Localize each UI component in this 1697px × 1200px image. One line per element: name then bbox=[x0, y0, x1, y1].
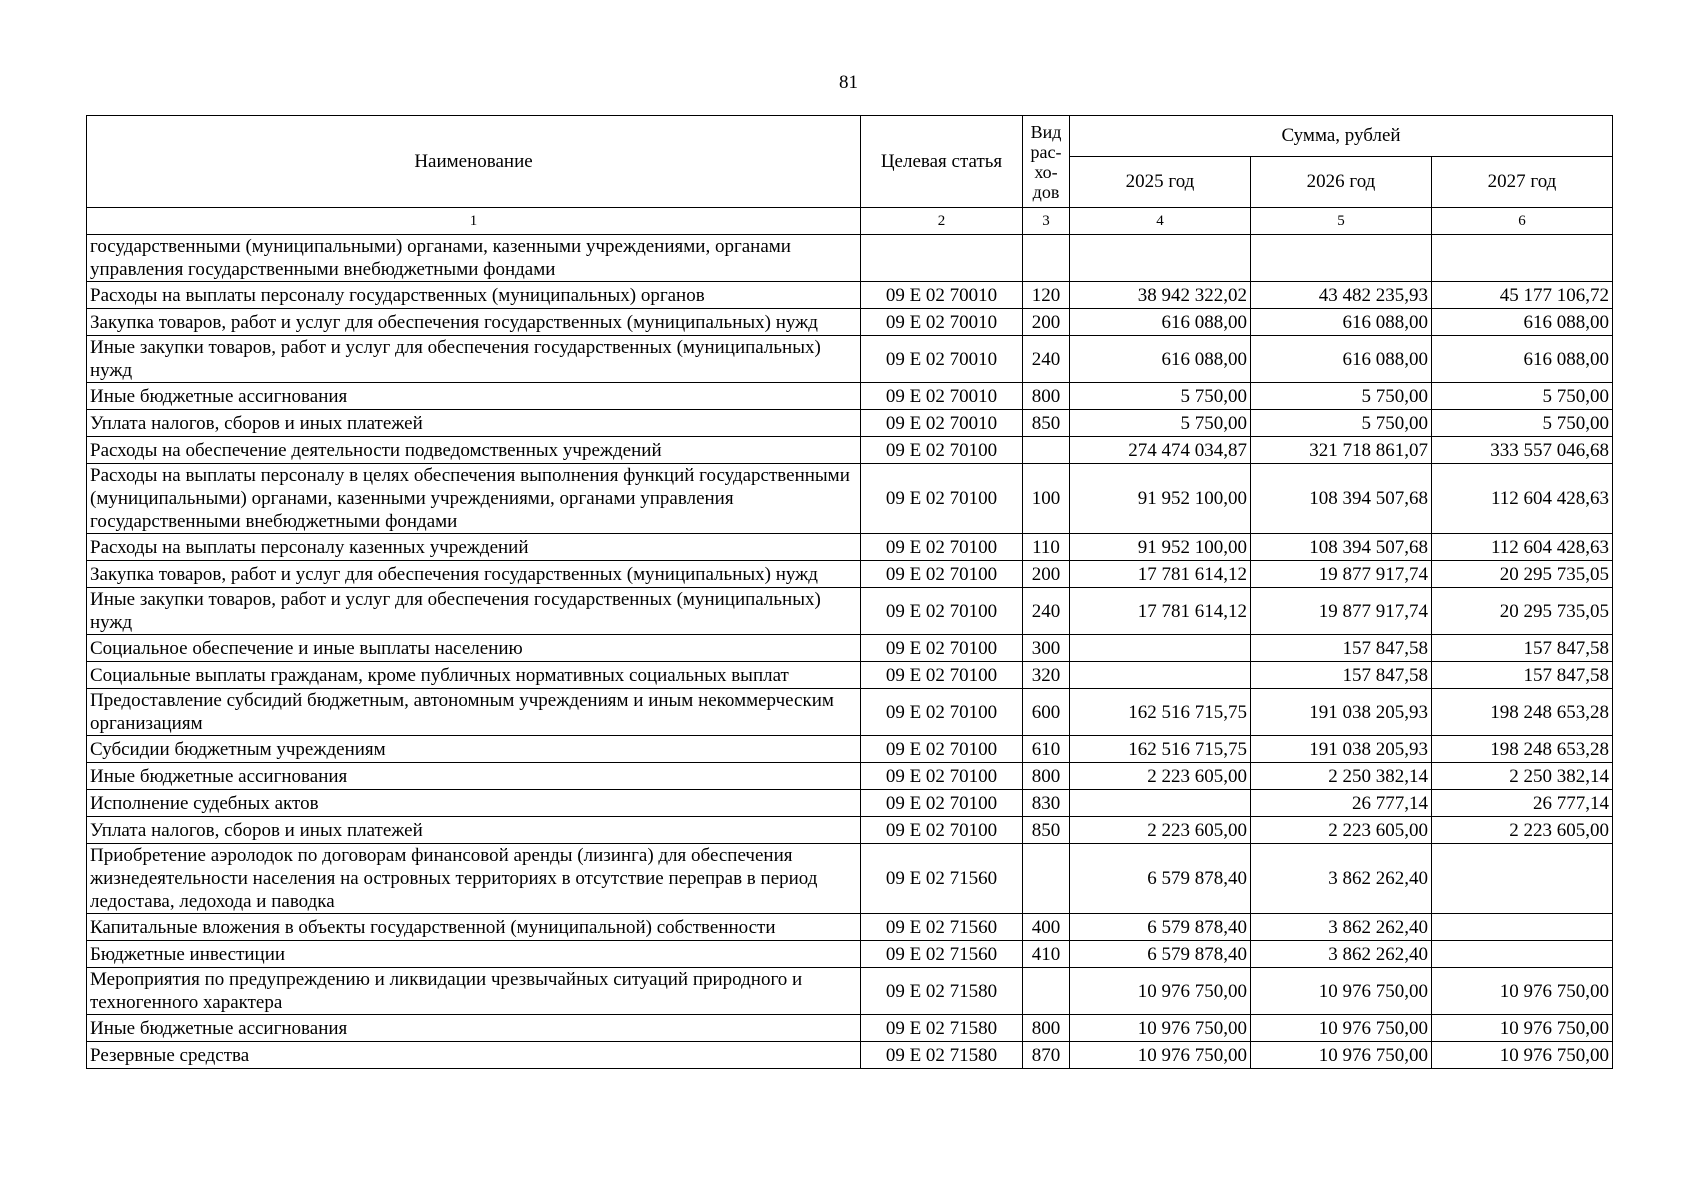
cell-name: Резервные средства bbox=[87, 1042, 861, 1069]
header-sum: Сумма, рублей bbox=[1070, 116, 1613, 157]
cell-amount-2025 bbox=[1070, 635, 1251, 662]
table-row bbox=[87, 689, 1613, 736]
table-row bbox=[87, 1015, 1613, 1042]
table-row bbox=[87, 282, 1613, 309]
cell-amount-2025: 17 781 614,12 bbox=[1070, 561, 1251, 588]
cell-amount-2025: 6 579 878,40 bbox=[1070, 941, 1251, 968]
cell-target-article: 09 Е 02 70100 bbox=[861, 635, 1023, 662]
cell-target-article: 09 Е 02 70100 bbox=[861, 763, 1023, 790]
cell-amount-2027: 198 248 653,28 bbox=[1432, 736, 1613, 763]
cell-target-article: 09 Е 02 71580 bbox=[861, 968, 1023, 1015]
cell-name: Мероприятия по предупреждению и ликвидации чрезвычайных ситуаций природного и техногенного характера bbox=[87, 968, 861, 1015]
cell-name: Расходы на выплаты персоналу в целях обеспечения выполнения функций государственными (муниципальными) органами, казенными учреждениями, органами управления государственными внебюджетными фондами bbox=[87, 464, 861, 534]
cell-expense-type: 400 bbox=[1023, 914, 1070, 941]
cell-target-article: 09 Е 02 70010 bbox=[861, 410, 1023, 437]
column-number: 3 bbox=[1023, 208, 1070, 235]
cell-amount-2026: 157 847,58 bbox=[1251, 635, 1432, 662]
cell-amount-2027: 157 847,58 bbox=[1432, 662, 1613, 689]
cell-amount-2026: 616 088,00 bbox=[1251, 336, 1432, 383]
cell-amount-2026: 191 038 205,93 bbox=[1251, 689, 1432, 736]
cell-target-article: 09 Е 02 70100 bbox=[861, 790, 1023, 817]
cell-amount-2026: 108 394 507,68 bbox=[1251, 464, 1432, 534]
header-year-2027: 2027 год bbox=[1432, 157, 1613, 208]
cell-expense-type bbox=[1023, 844, 1070, 914]
cell-amount-2027: 10 976 750,00 bbox=[1432, 1015, 1613, 1042]
column-number: 4 bbox=[1070, 208, 1251, 235]
cell-amount-2025 bbox=[1070, 235, 1251, 282]
cell-expense-type bbox=[1023, 235, 1070, 282]
cell-name: Иные бюджетные ассигнования bbox=[87, 763, 861, 790]
cell-expense-type: 100 bbox=[1023, 464, 1070, 534]
cell-expense-type: 300 bbox=[1023, 635, 1070, 662]
cell-expense-type: 120 bbox=[1023, 282, 1070, 309]
table-row bbox=[87, 941, 1613, 968]
table-row bbox=[87, 383, 1613, 410]
cell-target-article bbox=[861, 235, 1023, 282]
cell-name: Уплата налогов, сборов и иных платежей bbox=[87, 817, 861, 844]
cell-amount-2027: 5 750,00 bbox=[1432, 410, 1613, 437]
column-number: 2 bbox=[861, 208, 1023, 235]
cell-amount-2026: 10 976 750,00 bbox=[1251, 1042, 1432, 1069]
cell-name: государственными (муниципальными) органами, казенными учреждениями, органами управления государственными внебюджетными фондами bbox=[87, 235, 861, 282]
cell-amount-2026: 2 223 605,00 bbox=[1251, 817, 1432, 844]
cell-target-article: 09 Е 02 70100 bbox=[861, 662, 1023, 689]
cell-amount-2025: 91 952 100,00 bbox=[1070, 534, 1251, 561]
cell-target-article: 09 Е 02 71560 bbox=[861, 844, 1023, 914]
cell-expense-type: 200 bbox=[1023, 561, 1070, 588]
page-number: 81 bbox=[839, 72, 858, 93]
cell-amount-2026: 321 718 861,07 bbox=[1251, 437, 1432, 464]
cell-amount-2026 bbox=[1251, 235, 1432, 282]
header-year-2026: 2026 год bbox=[1251, 157, 1432, 208]
cell-name: Приобретение аэролодок по договорам финансовой аренды (лизинга) для обеспечения жизнедеятельности населения на островных территориях в отсутствие переправ в период ледостава, ледохода и паводка bbox=[87, 844, 861, 914]
budget-table bbox=[86, 115, 1613, 1069]
cell-amount-2025: 5 750,00 bbox=[1070, 410, 1251, 437]
cell-amount-2027: 112 604 428,63 bbox=[1432, 464, 1613, 534]
cell-expense-type: 110 bbox=[1023, 534, 1070, 561]
column-number: 6 bbox=[1432, 208, 1613, 235]
cell-name: Закупка товаров, работ и услуг для обеспечения государственных (муниципальных) нужд bbox=[87, 561, 861, 588]
cell-target-article: 09 Е 02 70010 bbox=[861, 309, 1023, 336]
cell-name: Бюджетные инвестиции bbox=[87, 941, 861, 968]
cell-amount-2027: 616 088,00 bbox=[1432, 336, 1613, 383]
cell-amount-2026: 2 250 382,14 bbox=[1251, 763, 1432, 790]
cell-amount-2027 bbox=[1432, 235, 1613, 282]
cell-expense-type: 610 bbox=[1023, 736, 1070, 763]
cell-amount-2026: 26 777,14 bbox=[1251, 790, 1432, 817]
table-body bbox=[87, 235, 1613, 1069]
cell-expense-type: 200 bbox=[1023, 309, 1070, 336]
cell-amount-2025: 10 976 750,00 bbox=[1070, 1015, 1251, 1042]
cell-target-article: 09 Е 02 70010 bbox=[861, 336, 1023, 383]
header-target-article: Целевая статья bbox=[861, 116, 1023, 208]
cell-target-article: 09 Е 02 71560 bbox=[861, 941, 1023, 968]
cell-target-article: 09 Е 02 70100 bbox=[861, 588, 1023, 635]
cell-amount-2025: 616 088,00 bbox=[1070, 309, 1251, 336]
cell-target-article: 09 Е 02 70100 bbox=[861, 689, 1023, 736]
cell-amount-2027: 45 177 106,72 bbox=[1432, 282, 1613, 309]
cell-amount-2025: 10 976 750,00 bbox=[1070, 968, 1251, 1015]
cell-amount-2027: 5 750,00 bbox=[1432, 383, 1613, 410]
cell-amount-2027 bbox=[1432, 914, 1613, 941]
cell-amount-2027: 20 295 735,05 bbox=[1432, 561, 1613, 588]
header-expense-type: Вид рас-хо-дов bbox=[1023, 116, 1070, 208]
cell-name: Расходы на выплаты персоналу государственных (муниципальных) органов bbox=[87, 282, 861, 309]
cell-amount-2027: 2 250 382,14 bbox=[1432, 763, 1613, 790]
cell-amount-2025: 2 223 605,00 bbox=[1070, 817, 1251, 844]
cell-amount-2026: 157 847,58 bbox=[1251, 662, 1432, 689]
cell-name: Социальное обеспечение и иные выплаты населению bbox=[87, 635, 861, 662]
header-name: Наименование bbox=[87, 116, 861, 208]
table-row bbox=[87, 968, 1613, 1015]
cell-amount-2027 bbox=[1432, 941, 1613, 968]
table-row bbox=[87, 817, 1613, 844]
table-row bbox=[87, 844, 1613, 914]
header-year-2025: 2025 год bbox=[1070, 157, 1251, 208]
cell-name: Субсидии бюджетным учреждениям bbox=[87, 736, 861, 763]
cell-amount-2027: 26 777,14 bbox=[1432, 790, 1613, 817]
cell-name: Предоставление субсидий бюджетным, автономным учреждениям и иным некоммерческим организациям bbox=[87, 689, 861, 736]
cell-expense-type bbox=[1023, 968, 1070, 1015]
cell-amount-2027 bbox=[1432, 844, 1613, 914]
cell-amount-2026: 191 038 205,93 bbox=[1251, 736, 1432, 763]
cell-name: Иные закупки товаров, работ и услуг для обеспечения государственных (муниципальных) нужд bbox=[87, 336, 861, 383]
cell-name: Иные закупки товаров, работ и услуг для обеспечения государственных (муниципальных) нужд bbox=[87, 588, 861, 635]
cell-amount-2025: 274 474 034,87 bbox=[1070, 437, 1251, 464]
cell-amount-2025: 17 781 614,12 bbox=[1070, 588, 1251, 635]
cell-name: Иные бюджетные ассигнования bbox=[87, 1015, 861, 1042]
table-row bbox=[87, 588, 1613, 635]
cell-target-article: 09 Е 02 71560 bbox=[861, 914, 1023, 941]
cell-target-article: 09 Е 02 70100 bbox=[861, 534, 1023, 561]
cell-target-article: 09 Е 02 70100 bbox=[861, 464, 1023, 534]
cell-amount-2025 bbox=[1070, 790, 1251, 817]
table-row bbox=[87, 437, 1613, 464]
table-row bbox=[87, 336, 1613, 383]
cell-amount-2026: 108 394 507,68 bbox=[1251, 534, 1432, 561]
table-row bbox=[87, 1042, 1613, 1069]
cell-expense-type: 800 bbox=[1023, 763, 1070, 790]
cell-expense-type: 850 bbox=[1023, 410, 1070, 437]
cell-amount-2025: 162 516 715,75 bbox=[1070, 689, 1251, 736]
cell-amount-2027: 10 976 750,00 bbox=[1432, 1042, 1613, 1069]
table-row bbox=[87, 410, 1613, 437]
column-number: 1 bbox=[87, 208, 861, 235]
cell-amount-2026: 10 976 750,00 bbox=[1251, 1015, 1432, 1042]
table-row bbox=[87, 464, 1613, 534]
cell-name: Иные бюджетные ассигнования bbox=[87, 383, 861, 410]
cell-amount-2025: 2 223 605,00 bbox=[1070, 763, 1251, 790]
table-row bbox=[87, 736, 1613, 763]
cell-expense-type: 320 bbox=[1023, 662, 1070, 689]
cell-amount-2026: 19 877 917,74 bbox=[1251, 588, 1432, 635]
cell-amount-2026: 19 877 917,74 bbox=[1251, 561, 1432, 588]
cell-amount-2026: 43 482 235,93 bbox=[1251, 282, 1432, 309]
table-row bbox=[87, 235, 1613, 282]
cell-amount-2026: 3 862 262,40 bbox=[1251, 941, 1432, 968]
cell-expense-type: 240 bbox=[1023, 588, 1070, 635]
cell-name: Расходы на выплаты персоналу казенных учреждений bbox=[87, 534, 861, 561]
cell-amount-2027: 157 847,58 bbox=[1432, 635, 1613, 662]
cell-target-article: 09 Е 02 70010 bbox=[861, 383, 1023, 410]
cell-target-article: 09 Е 02 70100 bbox=[861, 817, 1023, 844]
table-row bbox=[87, 534, 1613, 561]
cell-target-article: 09 Е 02 71580 bbox=[861, 1015, 1023, 1042]
cell-amount-2027: 10 976 750,00 bbox=[1432, 968, 1613, 1015]
cell-name: Закупка товаров, работ и услуг для обеспечения государственных (муниципальных) нужд bbox=[87, 309, 861, 336]
cell-expense-type: 410 bbox=[1023, 941, 1070, 968]
cell-target-article: 09 Е 02 70010 bbox=[861, 282, 1023, 309]
cell-amount-2026: 5 750,00 bbox=[1251, 383, 1432, 410]
cell-amount-2026: 616 088,00 bbox=[1251, 309, 1432, 336]
table-row bbox=[87, 790, 1613, 817]
cell-amount-2025: 6 579 878,40 bbox=[1070, 844, 1251, 914]
cell-target-article: 09 Е 02 71580 bbox=[861, 1042, 1023, 1069]
cell-expense-type: 240 bbox=[1023, 336, 1070, 383]
cell-target-article: 09 Е 02 70100 bbox=[861, 561, 1023, 588]
cell-amount-2027: 20 295 735,05 bbox=[1432, 588, 1613, 635]
cell-name: Уплата налогов, сборов и иных платежей bbox=[87, 410, 861, 437]
cell-amount-2025: 616 088,00 bbox=[1070, 336, 1251, 383]
cell-amount-2027: 112 604 428,63 bbox=[1432, 534, 1613, 561]
cell-amount-2027: 333 557 046,68 bbox=[1432, 437, 1613, 464]
cell-amount-2026: 5 750,00 bbox=[1251, 410, 1432, 437]
cell-amount-2025: 162 516 715,75 bbox=[1070, 736, 1251, 763]
cell-amount-2025: 6 579 878,40 bbox=[1070, 914, 1251, 941]
cell-amount-2027: 616 088,00 bbox=[1432, 309, 1613, 336]
cell-expense-type: 800 bbox=[1023, 1015, 1070, 1042]
table-row bbox=[87, 763, 1613, 790]
cell-expense-type: 870 bbox=[1023, 1042, 1070, 1069]
cell-expense-type: 600 bbox=[1023, 689, 1070, 736]
table-row bbox=[87, 662, 1613, 689]
column-number: 5 bbox=[1251, 208, 1432, 235]
cell-expense-type: 850 bbox=[1023, 817, 1070, 844]
cell-target-article: 09 Е 02 70100 bbox=[861, 736, 1023, 763]
cell-expense-type: 830 bbox=[1023, 790, 1070, 817]
column-number-row bbox=[87, 208, 1613, 235]
cell-name: Капитальные вложения в объекты государственной (муниципальной) собственности bbox=[87, 914, 861, 941]
cell-target-article: 09 Е 02 70100 bbox=[861, 437, 1023, 464]
table-row bbox=[87, 635, 1613, 662]
cell-expense-type bbox=[1023, 437, 1070, 464]
table-row bbox=[87, 309, 1613, 336]
cell-amount-2025: 5 750,00 bbox=[1070, 383, 1251, 410]
cell-name: Расходы на обеспечение деятельности подведомственных учреждений bbox=[87, 437, 861, 464]
cell-amount-2026: 3 862 262,40 bbox=[1251, 844, 1432, 914]
cell-amount-2026: 10 976 750,00 bbox=[1251, 968, 1432, 1015]
cell-amount-2025 bbox=[1070, 662, 1251, 689]
cell-amount-2027: 198 248 653,28 bbox=[1432, 689, 1613, 736]
cell-amount-2025: 10 976 750,00 bbox=[1070, 1042, 1251, 1069]
cell-amount-2025: 38 942 322,02 bbox=[1070, 282, 1251, 309]
table-row bbox=[87, 914, 1613, 941]
cell-name: Социальные выплаты гражданам, кроме публичных нормативных социальных выплат bbox=[87, 662, 861, 689]
cell-amount-2027: 2 223 605,00 bbox=[1432, 817, 1613, 844]
cell-amount-2025: 91 952 100,00 bbox=[1070, 464, 1251, 534]
table-row bbox=[87, 561, 1613, 588]
cell-amount-2026: 3 862 262,40 bbox=[1251, 914, 1432, 941]
cell-expense-type: 800 bbox=[1023, 383, 1070, 410]
cell-name: Исполнение судебных актов bbox=[87, 790, 861, 817]
